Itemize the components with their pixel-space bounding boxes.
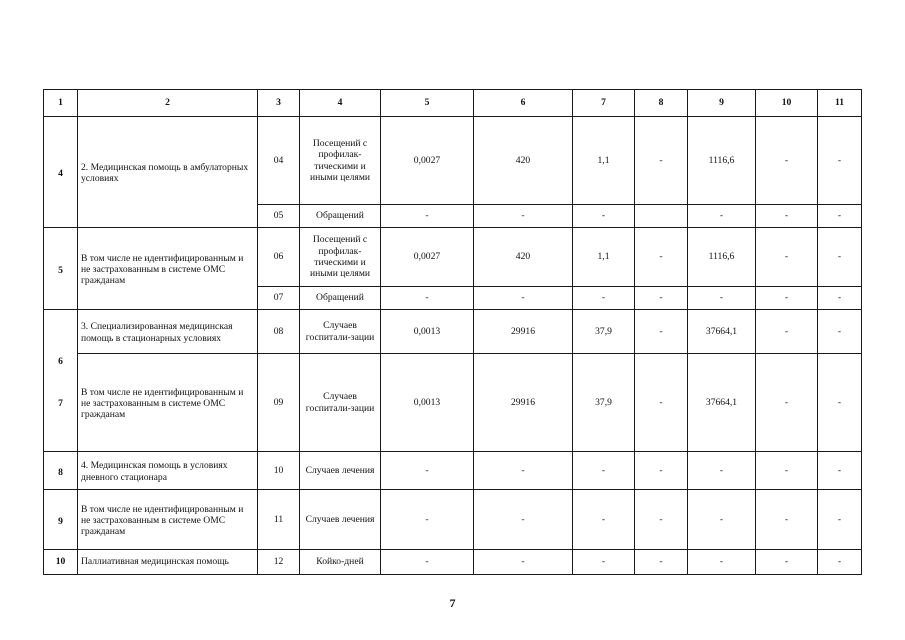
cell: - [818, 228, 862, 287]
cell-unit: Случаев госпитали-зации [300, 310, 381, 354]
cell-unit: Случаев лечения [300, 452, 381, 490]
cell-unit: Койко-дней [300, 550, 381, 575]
cell: - [688, 490, 756, 550]
cell: - [818, 550, 862, 575]
cell-code: 10 [258, 452, 300, 490]
header-cell: 9 [688, 90, 756, 117]
cell: - [818, 354, 862, 452]
header-cell: 8 [635, 90, 688, 117]
table-row [44, 117, 862, 205]
cell-code: 06 [258, 228, 300, 287]
cell: - [756, 452, 818, 490]
cell: - [573, 550, 635, 575]
header-cell: 4 [300, 90, 381, 117]
cell: 37664,1 [688, 310, 756, 354]
row-label: 4. Медицинская помощь в условиях дневного стационара [78, 452, 258, 490]
cell: 1116,6 [688, 228, 756, 287]
row-label: В том числе не идентифицированным и не застрахованным в системе ОМС гражданам [78, 490, 258, 550]
row-number: 9 [44, 490, 78, 550]
cell: - [635, 310, 688, 354]
cell: - [818, 117, 862, 205]
cell: 37664,1 [688, 354, 756, 452]
table-row [44, 550, 862, 575]
cell: - [381, 205, 474, 228]
header-cell: 5 [381, 90, 474, 117]
header-cell: 10 [756, 90, 818, 117]
cell: 37,9 [573, 310, 635, 354]
cell: - [756, 490, 818, 550]
cell: - [688, 205, 756, 228]
cell: 0,0027 [381, 117, 474, 205]
cell: - [756, 550, 818, 575]
header-cell: 2 [78, 90, 258, 117]
cell: - [818, 310, 862, 354]
cell: - [756, 228, 818, 287]
row-number: 6 7 [44, 310, 78, 452]
cell: - [818, 452, 862, 490]
cell: 29916 [474, 354, 573, 452]
cell: - [635, 452, 688, 490]
cell-unit: Посещений с профилак-тическими и иными целями [300, 117, 381, 205]
row-label: В том числе не идентифицированным и не застрахованным в системе ОМС гражданам [78, 354, 258, 452]
cell-unit: Случаев госпитали-зации [300, 354, 381, 452]
cell: - [573, 287, 635, 310]
cell-code: 11 [258, 490, 300, 550]
cell-code: 12 [258, 550, 300, 575]
cell: - [381, 452, 474, 490]
cell: - [818, 205, 862, 228]
header-cell: 11 [818, 90, 862, 117]
row-label: В том числе не идентифицированным и не застрахованным в системе ОМС гражданам [78, 228, 258, 310]
cell [635, 205, 688, 228]
cell: - [635, 228, 688, 287]
row-label: Паллиативная медицинская помощь [78, 550, 258, 575]
cell: - [635, 490, 688, 550]
cell: - [573, 452, 635, 490]
cell-code: 04 [258, 117, 300, 205]
cell: - [635, 117, 688, 205]
cell: 1,1 [573, 117, 635, 205]
cell-unit: Обращений [300, 287, 381, 310]
table-row [44, 228, 862, 287]
cell: - [756, 287, 818, 310]
cell: 420 [474, 117, 573, 205]
cell-code: 09 [258, 354, 300, 452]
table-row [44, 452, 862, 490]
data-table [43, 89, 862, 575]
cell: - [756, 205, 818, 228]
cell-unit: Посещений с профилак-тическими и иными целями [300, 228, 381, 287]
cell: - [635, 287, 688, 310]
cell-unit: Обращений [300, 205, 381, 228]
header-cell: 1 [44, 90, 78, 117]
cell: - [474, 550, 573, 575]
cell: 1,1 [573, 228, 635, 287]
cell: - [573, 205, 635, 228]
page-number: 7 [449, 596, 456, 610]
cell: 37,9 [573, 354, 635, 452]
cell: 0,0013 [381, 310, 474, 354]
cell: - [688, 287, 756, 310]
cell: - [688, 550, 756, 575]
cell: 1116,6 [688, 117, 756, 205]
cell: - [818, 287, 862, 310]
cell: - [756, 310, 818, 354]
cell-unit: Случаев лечения [300, 490, 381, 550]
table-row [44, 354, 862, 452]
cell: - [635, 550, 688, 575]
cell: - [635, 354, 688, 452]
cell: 0,0013 [381, 354, 474, 452]
cell: - [474, 287, 573, 310]
cell: - [474, 205, 573, 228]
cell: - [474, 452, 573, 490]
cell: - [381, 550, 474, 575]
cell: - [688, 452, 756, 490]
cell-code: 05 [258, 205, 300, 228]
row-label: 3. Специализированная медицинская помощь в стационарных условиях [78, 310, 258, 354]
cell: 29916 [474, 310, 573, 354]
table-row [44, 490, 862, 550]
cell: 0,0027 [381, 228, 474, 287]
row-number: 8 [44, 452, 78, 490]
table-row [44, 310, 862, 354]
header-row [44, 90, 862, 117]
cell: - [381, 490, 474, 550]
cell-code: 08 [258, 310, 300, 354]
cell: - [573, 490, 635, 550]
cell: - [474, 490, 573, 550]
cell: - [756, 354, 818, 452]
cell-code: 07 [258, 287, 300, 310]
cell: - [381, 287, 474, 310]
cell: - [756, 117, 818, 205]
row-number: 10 [44, 550, 78, 575]
row-number: 5 [44, 228, 78, 310]
header-cell: 6 [474, 90, 573, 117]
header-cell: 7 [573, 90, 635, 117]
row-number: 4 [44, 117, 78, 228]
header-cell: 3 [258, 90, 300, 117]
row-label: 2. Медицинская помощь в амбулаторных условиях [78, 117, 258, 228]
cell: 420 [474, 228, 573, 287]
cell: - [818, 490, 862, 550]
